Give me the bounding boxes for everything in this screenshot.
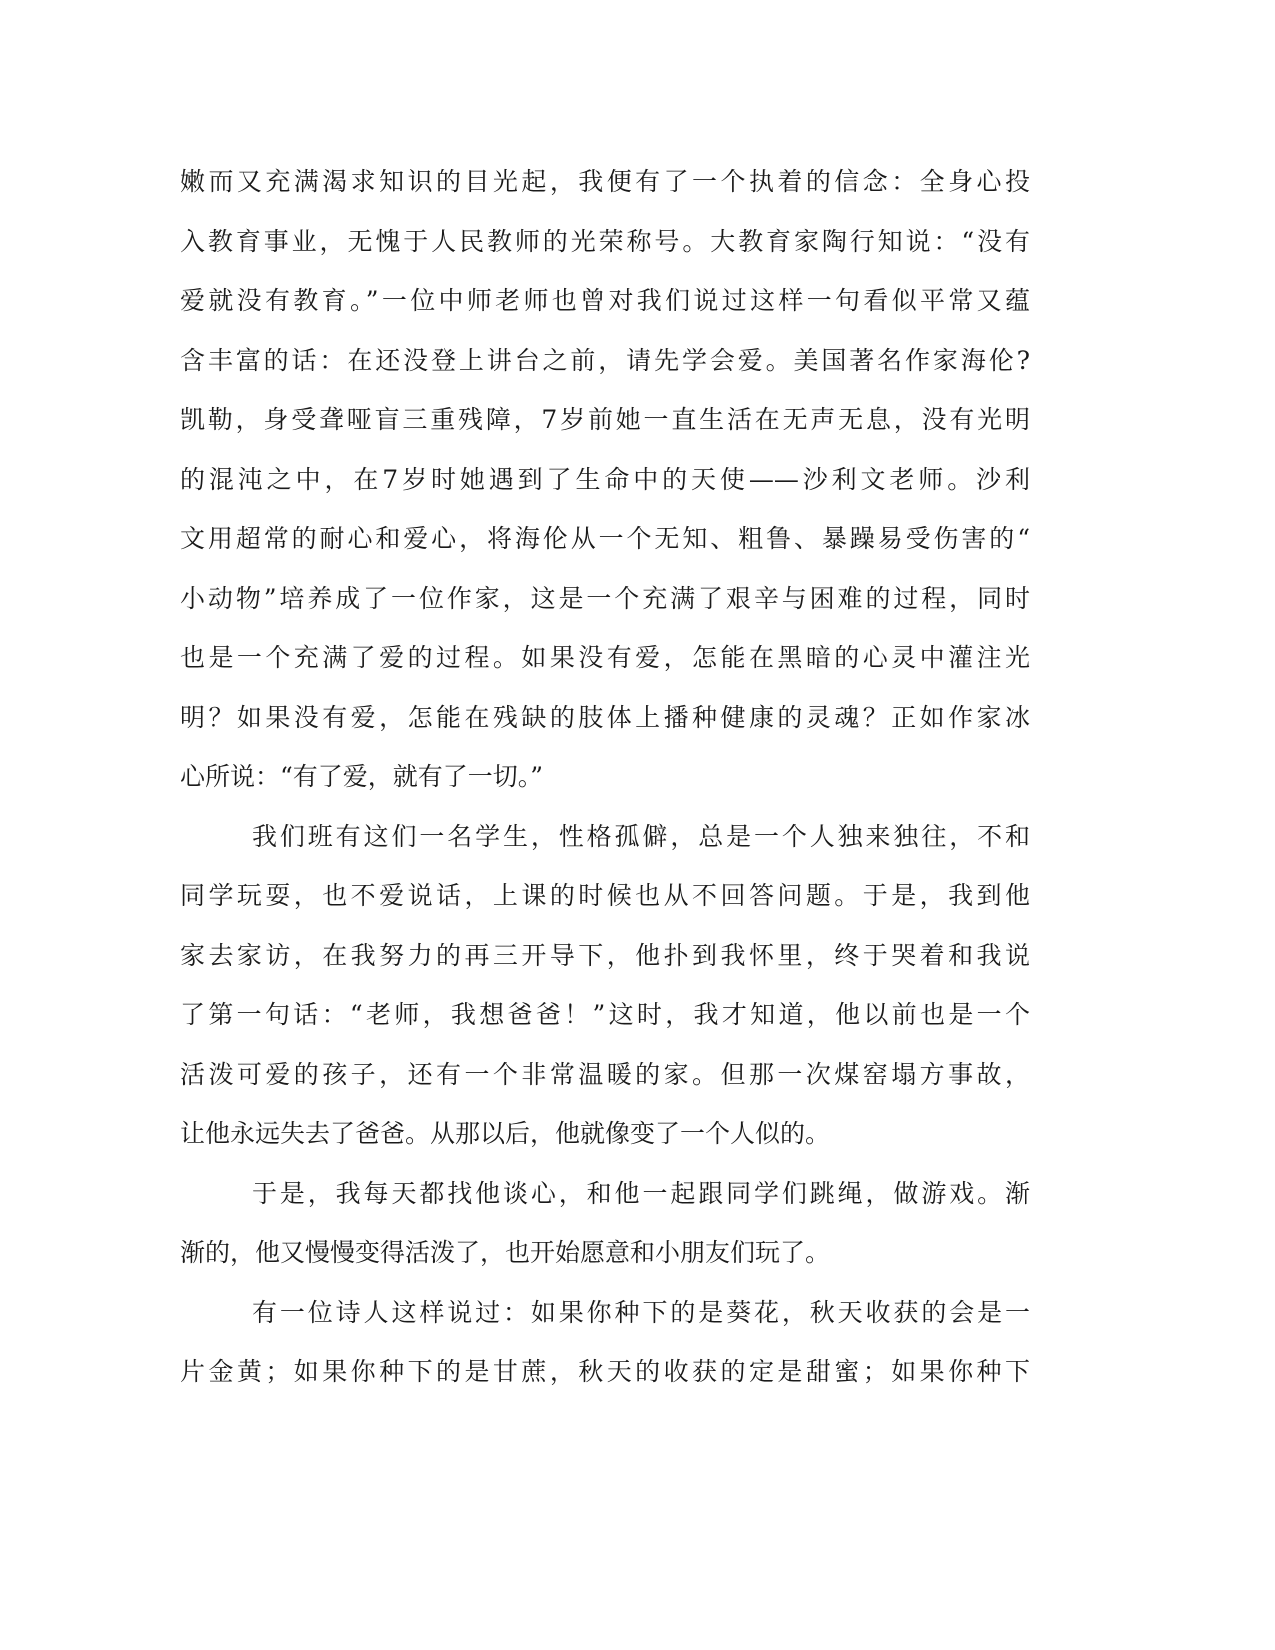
text-line: 小动物”培养成了一位作家，这是一个充满了艰辛与困难的过程，同时	[180, 583, 1030, 613]
text-line: 凯勒，身受聋哑盲三重残障，7岁前她一直生活在无声无息，没有光明	[180, 405, 1030, 434]
text-line: 文用超常的耐心和爱心，将海伦从一个无知、粗鲁、暴躁易受伤害的“	[180, 524, 1030, 553]
text-line: 活泼可爱的孩子，还有一个非常温暖的家。但那一次煤窑塌方事故，	[180, 1059, 1030, 1089]
text-line: 我们班有这们一名学生，性格孤僻，总是一个人独来独往，不和	[252, 821, 1030, 851]
text-line: 也是一个充满了爱的过程。如果没有爱，怎能在黑暗的心灵中灌注光	[180, 643, 1030, 672]
text-line: 于是，我每天都找他谈心，和他一起跟同学们跳绳，做游戏。渐	[252, 1178, 1030, 1208]
text-line: 同学玩耍，也不爱说话，上课的时候也从不回答问题。于是，我到他	[180, 881, 1030, 910]
text-line: 的混沌之中，在7岁时她遇到了生命中的天使——沙利文老师。沙利	[180, 464, 1030, 494]
text-line: 家去家访，在我努力的再三开导下，他扑到我怀里，终于哭着和我说	[180, 940, 1030, 970]
text-line: 让他永远失去了爸爸。从那以后，他就像变了一个人似的。	[180, 1119, 831, 1148]
text-line: 渐的，他又慢慢变得活泼了，也开始愿意和小朋友们玩了。	[180, 1238, 831, 1267]
text-line: 爱就没有教育。”一位中师老师也曾对我们说过这样一句看似平常又蕴	[180, 286, 1030, 315]
text-line: 明？如果没有爱，怎能在残缺的肢体上播种健康的灵魂？正如作家冰	[180, 702, 1030, 732]
text-line: 片金黄；如果你种下的是甘蔗，秋天的收获的定是甜蜜；如果你种下	[180, 1357, 1030, 1386]
text-line: 了第一句话：“老师，我想爸爸！”这时，我才知道，他以前也是一个	[180, 1000, 1030, 1029]
document-body	[180, 152, 1030, 1402]
text-line: 入教育事业，无愧于人民教师的光荣称号。大教育家陶行知说：“没有	[180, 226, 1030, 256]
text-line: 心所说：“有了爱，就有了一切。”	[180, 762, 544, 791]
text-line: 含丰富的话：在还没登上讲台之前，请先学会爱。美国著名作家海伦?	[180, 345, 1030, 375]
text-line: 有一位诗人这样说过：如果你种下的是葵花，秋天收获的会是一	[252, 1297, 1030, 1327]
text-line: 嫩而又充满渴求知识的目光起，我便有了一个执着的信念：全身心投	[180, 167, 1030, 196]
